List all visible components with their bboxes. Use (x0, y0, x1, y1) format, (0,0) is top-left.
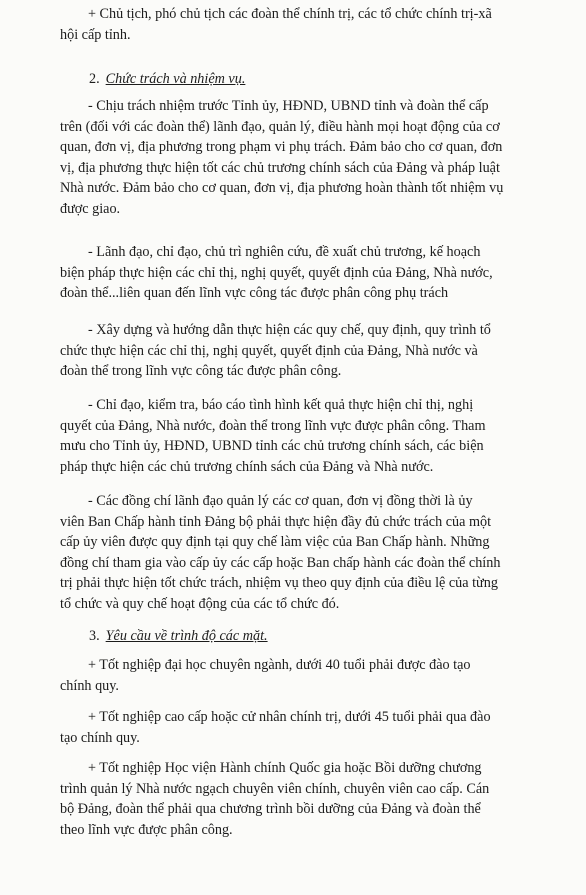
paragraph-1 (60, 4, 532, 45)
text-line: - Chịu trách nhiệm trước Tỉnh ủy, HĐND, UBND tỉnh và đoàn thể cấp (88, 98, 489, 114)
text-line: trên (đối với các đoàn thể) lãnh đạo, quản lý, điều hành mọi hoạt động của cơ (60, 118, 500, 135)
paragraph-6 (60, 491, 532, 615)
text-line: mưu cho Tỉnh ủy, HĐND, UBND tỉnh các chủ trương chính sách, các biện (60, 438, 484, 455)
paragraph-2 (60, 96, 532, 220)
text-line: trình quản lý Nhà nước ngạch chuyên viên chính, chuyên viên cao cấp. Cán (60, 780, 490, 797)
text-line: - Lãnh đạo, chỉ đạo, chủ trì nghiên cứu, đề xuất chủ trương, kế hoạch (88, 244, 481, 260)
text-line: + Tốt nghiệp Học viện Hành chính Quốc gia hoặc Bồi dưỡng chương (88, 760, 482, 776)
text-line: + Chủ tịch, phó chủ tịch các đoàn thể chính trị, các tổ chức chính trị-xã (88, 6, 492, 22)
section-heading-3 (89, 626, 268, 646)
text-line: + Tốt nghiệp cao cấp hoặc cử nhân chính trị, dưới 45 tuổi phải qua đào (88, 709, 491, 725)
section-number: 3. (89, 628, 100, 644)
text-line: - Chỉ đạo, kiểm tra, báo cáo tình hình kết quả thực hiện chỉ thị, nghị (88, 397, 474, 413)
paragraph-9 (60, 758, 532, 840)
text-line: vị, địa phương thực hiện tốt các chủ trương chính sách của Đảng và pháp luật (60, 159, 500, 176)
text-line: đồng chí tham gia vào cấp ủy các cấp hoặc Ban chấp hành các đoàn thể chính (60, 554, 501, 571)
text-line: chức thực hiện các chỉ thị, nghị quyết, quyết định của Đảng, Nhà nước và (60, 342, 478, 359)
text-line: cấp ủy viên được quy định tại quy chế làm việc của Ban Chấp hành. Những (60, 534, 490, 551)
text-line: đoàn thể trong lĩnh vực công tác được phân công. (60, 363, 342, 380)
text-line: quyết của Đảng, Nhà nước, đoàn thể trong lĩnh vực được phân công. Tham (60, 417, 486, 434)
section-number: 2. (89, 71, 100, 87)
text-line: được giao. (60, 200, 121, 217)
paragraph-3 (60, 242, 532, 304)
text-line: - Các đồng chí lãnh đạo quản lý các cơ quan, đơn vị đồng thời là ủy (88, 493, 473, 509)
paragraph-8 (60, 707, 532, 748)
text-line: biện pháp thực hiện các chỉ thị, nghị quyết, quyết định của Đảng, Nhà nước, (60, 264, 493, 281)
paragraph-7 (60, 655, 532, 696)
text-line: chính quy. (60, 677, 119, 694)
text-line: quan, đơn vị, địa phương trong phạm vi phụ trách. Đảm bảo cho cơ quan, đơn (60, 139, 503, 156)
text-line: - Xây dựng và hướng dẫn thực hiện các quy chế, quy định, quy trình tổ (88, 322, 491, 338)
text-line: tạo chính quy. (60, 729, 140, 746)
text-line: theo lĩnh vực được phân công. (60, 821, 233, 838)
section-heading-2 (89, 69, 245, 89)
paragraph-5 (60, 395, 532, 477)
text-line: hội cấp tỉnh. (60, 26, 131, 43)
text-line: viên Ban Chấp hành tỉnh Đảng bộ phải thực hiện đầy đủ chức trách của một (60, 513, 492, 530)
paragraph-4 (60, 320, 532, 382)
text-line: trị phải thực hiện tốt chức trách, nhiệm vụ theo quy định của điều lệ của từng (60, 575, 498, 592)
text-line: đoàn thể...liên quan đến lĩnh vực công tác được phân công phụ trách (60, 285, 449, 302)
text-line: pháp thực hiện các chủ trương chính sách của Đảng và Nhà nước. (60, 458, 434, 475)
text-line: tổ chức và quy chế hoạt động của các tổ chức đó. (60, 595, 340, 612)
section-title: Yêu cầu về trình độ các mặt. (105, 628, 268, 644)
text-line: bộ Đảng, đoàn thể phải qua chương trình bồi dưỡng của Đảng và đoàn thể (60, 801, 481, 818)
section-title: Chức trách và nhiệm vụ. (105, 71, 246, 87)
text-line: + Tốt nghiệp đại học chuyên ngành, dưới 40 tuổi phải được đào tạo (88, 657, 471, 673)
text-line: Nhà nước. Đảm bảo cho cơ quan, đơn vị, địa phương hoàn thành tốt nhiệm vụ (60, 180, 504, 197)
